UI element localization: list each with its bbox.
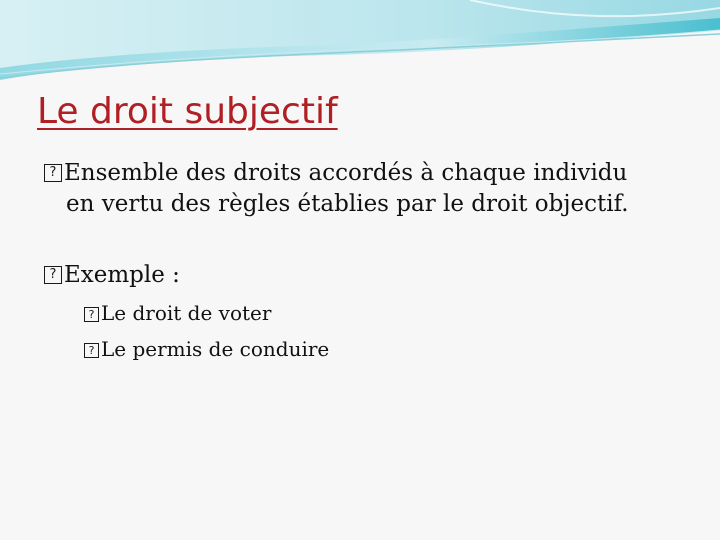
sub-bullet-text: Le droit de voter (101, 301, 272, 325)
bullet-text-example: Exemple : (64, 262, 180, 288)
sub-bullet-text: Le permis de conduire (101, 337, 330, 361)
bullet-text-line2: en vertu des règles établies par le droit objectif. (66, 191, 629, 217)
sub-bullet-item (84, 336, 329, 362)
bullet-item-definition-continued (66, 189, 629, 219)
bullet-item-definition (44, 158, 627, 188)
bullet-item-example (44, 260, 180, 290)
bullet-icon: ? (44, 266, 62, 284)
sub-bullet-item (84, 300, 271, 326)
header-swoosh-decoration (0, 0, 720, 100)
bullet-icon: ? (84, 343, 99, 358)
bullet-icon: ? (44, 164, 62, 182)
bullet-text-line1: Ensemble des droits accordés à chaque individu (64, 160, 628, 186)
bullet-icon: ? (84, 307, 99, 322)
slide-title: Le droit subjectif (37, 91, 338, 132)
